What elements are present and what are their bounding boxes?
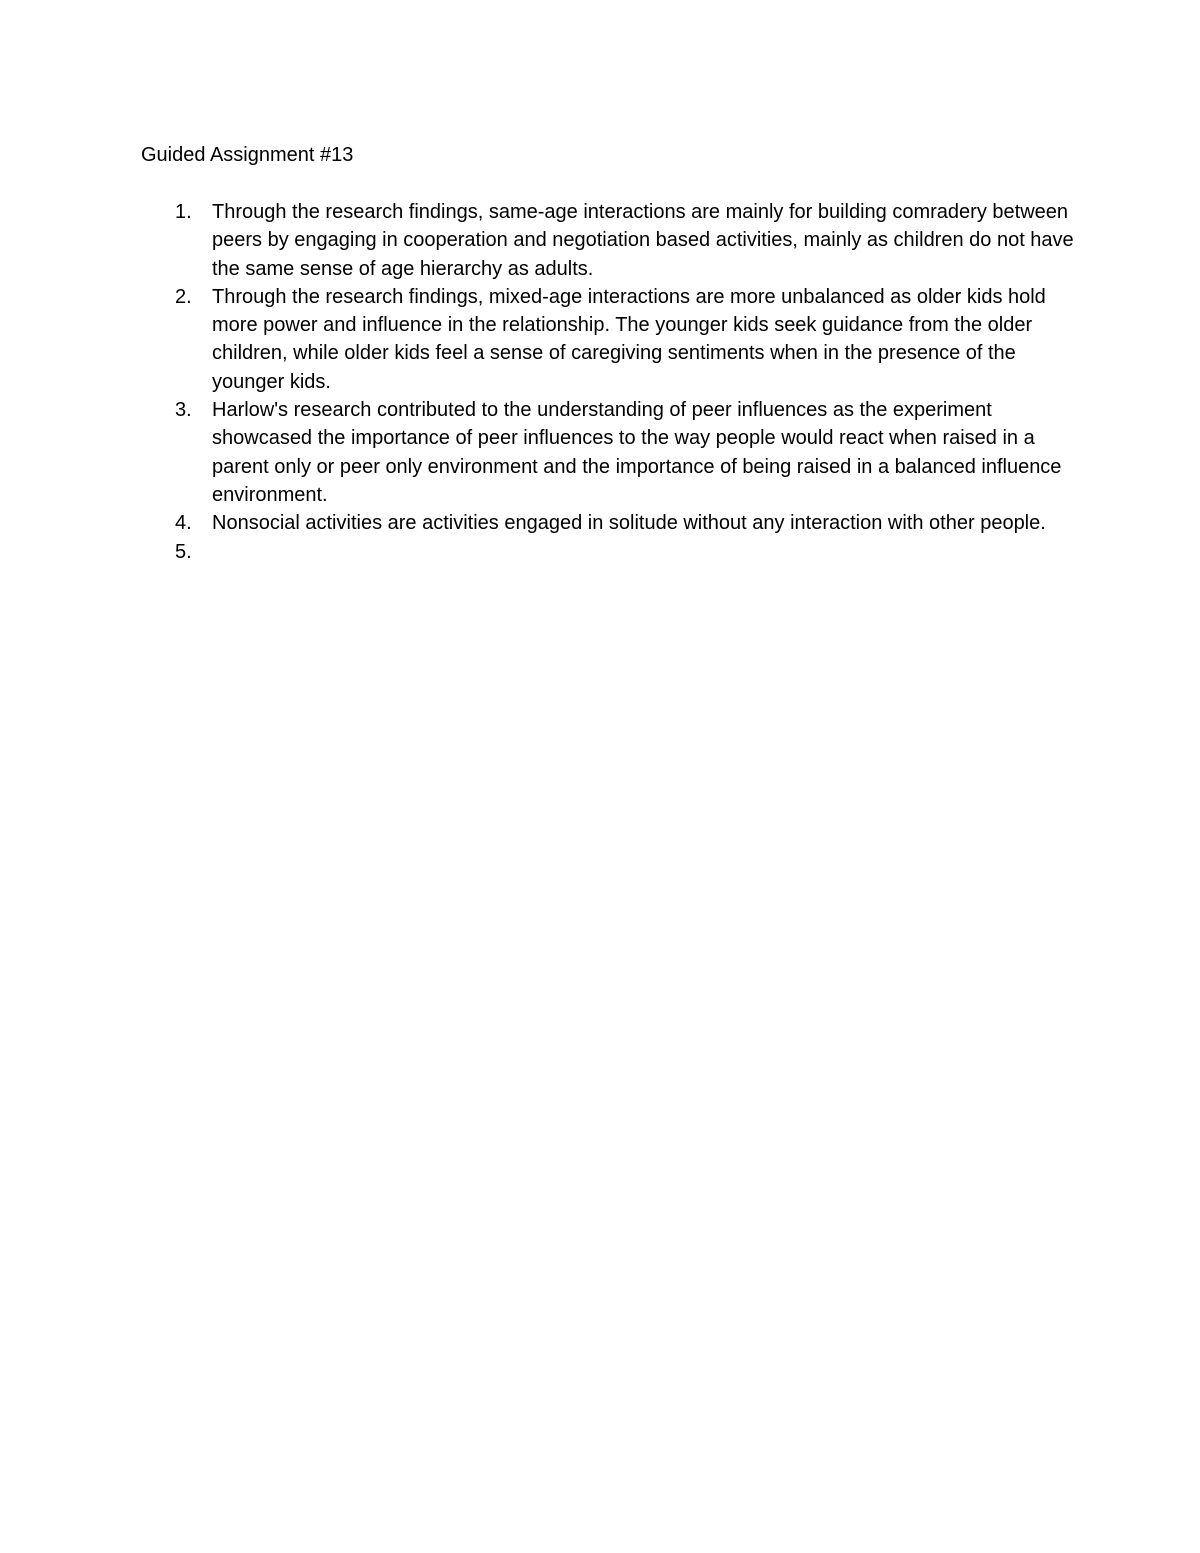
list-item-text: Nonsocial activities are activities engaged in solitude without any interaction with other people.: [212, 512, 1046, 535]
list-item-number: 1.: [175, 201, 192, 223]
list-item-number: 4.: [175, 512, 192, 535]
list-item-2: [141, 283, 1081, 396]
list-item-1: [141, 198, 1081, 283]
list-item-number: 3.: [175, 399, 192, 422]
answer-list: [141, 198, 1081, 566]
list-item-text: [212, 538, 1081, 566]
list-item-number: 2.: [175, 285, 192, 308]
list-item-5: [141, 538, 1081, 566]
list-item-4: [141, 509, 1081, 537]
list-item-number: 5.: [175, 540, 192, 563]
list-item-text: Through the research findings, mixed-age interactions are more unbalanced as older kids hold more power and influence in the relationship. The younger kids seek guidance from the older children, while older kids feel a sense of caregiving sentiments when in the presence of the younger kids.: [212, 285, 1046, 393]
list-item-3: [141, 396, 1081, 509]
list-item-text: Through the research findings, same-age interactions are mainly for building comradery between peers by engaging in cooperation and negotiation based activities, mainly as children do not have the same sense of age hierarchy as adults.: [212, 201, 1074, 280]
document-title: Guided Assignment #13: [141, 144, 354, 166]
list-item-text: Harlow's research contributed to the understanding of peer influences as the experiment showcased the importance of peer influences to the way people would react when raised in a parent only or peer only environment and the importance of being raised in a balanced influence environment.: [212, 399, 1062, 506]
